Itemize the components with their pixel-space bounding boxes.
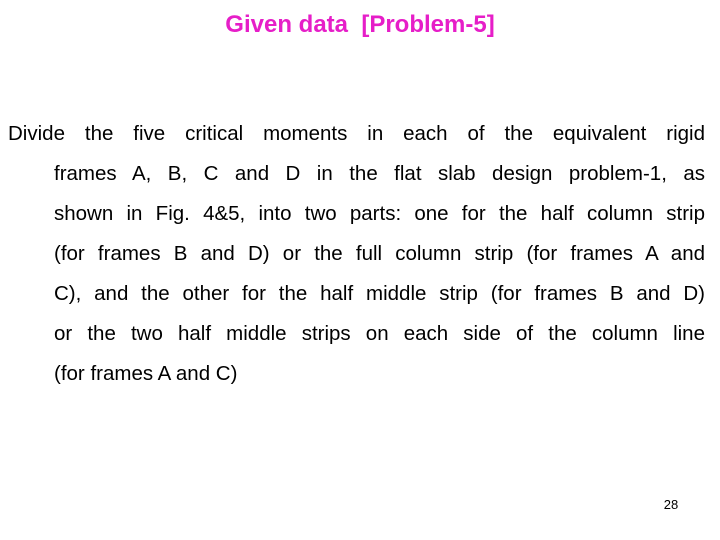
text-line: frames A, B, C and D in the flat slab design problem-1, as — [54, 162, 705, 185]
page-number: 28 — [663, 497, 679, 512]
problem-statement — [8, 114, 705, 394]
text-line: (for frames A and C) — [54, 362, 238, 385]
text-line: or the two half middle strips on each side of the column line — [54, 322, 705, 345]
text-line: shown in Fig. 4&5, into two parts: one for the half column strip — [54, 202, 705, 225]
slide-title: Given data [Problem-5] — [225, 11, 495, 38]
text-line: Divide the five critical moments in each of the equivalent rigid — [8, 122, 705, 145]
text-line: (for frames B and D) or the full column strip (for frames A and — [54, 242, 705, 265]
text-line: C), and the other for the half middle strip (for frames B and D) — [54, 282, 705, 305]
